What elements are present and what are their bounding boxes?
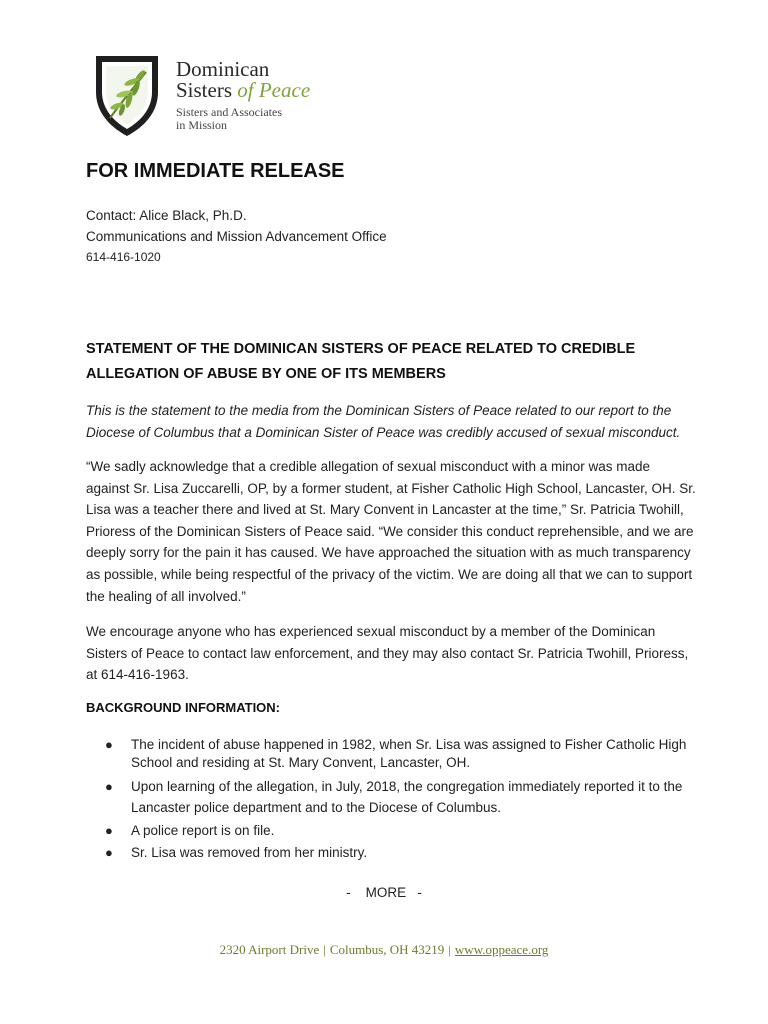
statement-title [86,337,686,387]
footer-separator: | [448,942,451,957]
bullet-icon: ● [105,779,113,794]
contact-block [86,205,387,268]
release-heading: FOR IMMEDIATE RELEASE [86,160,345,182]
background-heading: BACKGROUND INFORMATION: [86,700,281,715]
statement-title-line2: ALLEGATION OF ABUSE BY ONE OF ITS MEMBERS [86,366,446,382]
more-indicator: - MORE - [346,885,422,900]
statement-title-line1: STATEMENT OF THE DOMINICAN SISTERS OF PEACE RELATED TO CREDIBLE [86,341,636,357]
logo-tagline [176,106,282,132]
logo-org-line2 [176,79,310,101]
statement-quote: “We sadly acknowledge that a credible allegation of sexual misconduct with a minor was made against Sr. Lisa Zuccarelli, OP, by a former student, at Fisher Catholic High School, Lancaster, OH. Sr. Lisa was a teacher there and lived at St. Mary Convent in Lancaster at the time,” Sr. Patricia Twohill, Prioress of the Dominican Sisters of Peace said. “We consider this conduct reprehensible, and we are deeply sorry for the pain it has caused. We have approached the situation with as much transparency as possible, while being respectful of the privacy of the victim. We are doing all that we can to support the healing of all involved.” [86,459,696,604]
logo-tagline-line1: Sisters and Associates [176,105,282,119]
list-item [105,776,705,818]
footer-address: 2320 Airport Drive [219,942,320,957]
list-item-text: Upon learning of the allegation, in July, 2018, the congregation immediately reported it to the Lancaster police department and to the Diocese of Columbus. [131,779,683,815]
logo-tagline-line2: in Mission [176,118,228,132]
list-item-text: The incident of abuse happened in 1982, when Sr. Lisa was assigned to Fisher Catholic High School and residing at St. Mary Convent, Lancaster, OH. [131,737,687,770]
list-item [105,822,705,840]
contact-office: Communications and Mission Advancement Office [86,229,387,244]
footer-separator: | [323,942,326,957]
statement-encourage: We encourage anyone who has experienced sexual misconduct by a member of the Dominican Sisters of Peace to contact law enforcement, and they may also contact Sr. Patricia Twohill, Prioress, at 614-416-1963. [86,624,689,683]
organization-logo [92,52,312,142]
list-item [105,844,705,862]
list-item-text: A police report is on file. [131,823,275,838]
statement-intro: This is the statement to the media from the Dominican Sisters of Peace related to our report to the Diocese of Columbus that a Dominican Sister of Peace was credibly accused of sexual misconduct. [86,403,681,440]
logo-org-sisters: Sisters [176,78,233,102]
footer-city: Columbus, OH 43219 [329,942,445,957]
shield-olive-branch-icon [92,52,162,138]
logo-org-line1: Dominican [176,57,270,81]
list-item [105,736,705,772]
bullet-icon: ● [105,737,113,752]
list-item-text: Sr. Lisa was removed from her ministry. [131,845,368,860]
bullet-icon: ● [105,823,113,838]
footer [0,942,768,958]
background-list [105,736,705,866]
contact-name: Contact: Alice Black, Ph.D. [86,208,247,223]
logo-org-of-peace: of Peace [237,78,311,102]
bullet-icon: ● [105,845,113,860]
footer-website-link[interactable]: www.oppeace.org [454,942,549,957]
contact-phone: 614-416-1020 [86,250,161,264]
